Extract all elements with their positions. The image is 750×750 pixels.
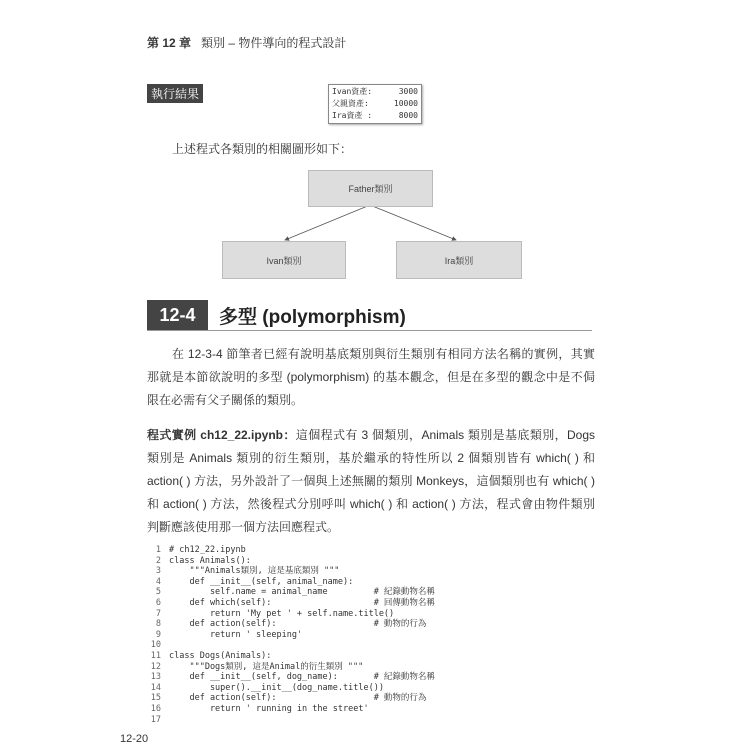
output-label: Ivan資產:	[332, 87, 373, 96]
line-number: 16	[150, 703, 161, 714]
line-number: 2	[155, 555, 161, 566]
code-text: return ' running in the street'	[169, 703, 369, 714]
line-number: 17	[150, 714, 161, 725]
code-line	[147, 683, 595, 694]
code-line	[147, 619, 595, 630]
example-description: 這個程式有 3 個類別，Animals 類別是基底類別，Dogs 類別是 Animals 類別的衍生類別，基於繼承的特性所以 2 個類別皆有 which( ) 和 action( ) 方法，另外設計了一個與上述無關的類別 Monkeys，這個類別也有 which( ) 和 action( ) 方法，然後程式分別呼叫 which( ) 和 action( ) 方法，程式會由物件類別判斷應該使用那一個方法回應程式。	[147, 428, 596, 534]
code-text: self.name = animal_name # 紀錄動物名稱	[169, 587, 435, 598]
line-number: 5	[155, 587, 161, 598]
code-text: def __init__(self, dog_name): # 紀錄動物名稱	[169, 672, 435, 683]
line-number: 8	[155, 619, 161, 630]
code-listing	[147, 545, 595, 725]
line-number: 12	[150, 661, 161, 672]
code-text: return ' sleeping'	[169, 629, 303, 640]
intro-text: 上述程式各類別的相關圖形如下：	[172, 142, 353, 156]
line-number: 4	[155, 576, 161, 587]
code-text: class Animals():	[169, 555, 251, 566]
ivan-class-node: Ivan類別	[222, 241, 346, 279]
class-diagram-arrows	[0, 0, 750, 300]
code-text: def which(self): # 回傳動物名稱	[169, 597, 435, 608]
line-number: 14	[150, 682, 161, 693]
code-line	[147, 609, 595, 620]
code-text: def __init__(self, animal_name):	[169, 576, 354, 587]
code-line	[147, 598, 595, 609]
code-line	[147, 556, 595, 567]
code-line	[147, 630, 595, 641]
code-line	[147, 715, 595, 726]
code-line	[147, 640, 595, 651]
line-number: 11	[150, 650, 161, 661]
code-text: return 'My pet ' + self.name.title()	[169, 608, 395, 619]
code-line	[147, 545, 595, 556]
paragraph-2	[147, 424, 595, 539]
code-line	[147, 577, 595, 588]
output-label: 父親資產:	[332, 99, 369, 108]
line-number: 13	[150, 672, 161, 683]
code-text: def action(self): # 動物的行為	[169, 619, 427, 630]
line-number: 15	[150, 693, 161, 704]
body-flow	[120, 343, 596, 746]
section-number: 12-4	[147, 300, 208, 330]
code-line	[147, 566, 595, 577]
line-number: 7	[155, 608, 161, 619]
page-number: 12-20	[120, 733, 149, 746]
line-number: 3	[155, 566, 161, 577]
code-text: def action(self): # 動物的行為	[169, 693, 427, 704]
ira-class-node: Ira類別	[396, 241, 522, 279]
output-value: 3000	[398, 87, 418, 96]
code-line	[147, 704, 595, 715]
code-text: """Dogs類別, 這是Animal的衍生類別 """	[169, 661, 364, 672]
line-number: 9	[155, 629, 161, 640]
father-class-node: Father類別	[308, 170, 433, 207]
arrow-to-ivan	[285, 205, 370, 240]
code-line	[147, 662, 595, 673]
output-label: Ira資產 :	[332, 111, 373, 120]
code-line	[147, 587, 595, 598]
example-label: 程式實例 ch12_22.ipynb：	[147, 428, 296, 442]
chapter-title: 類別 – 物件導向的程式設計	[201, 36, 347, 50]
line-number: 10	[150, 640, 161, 651]
output-value: 8000	[398, 111, 418, 120]
arrow-to-ira	[370, 205, 456, 240]
code-line	[147, 651, 595, 662]
code-text: """Animals類別, 這是基底類別 """	[169, 566, 340, 577]
run-result-label: 執行結果	[147, 84, 203, 103]
line-number: 1	[155, 545, 161, 555]
code-line	[147, 693, 595, 704]
code-line	[147, 672, 595, 683]
code-text: # ch12_22.ipynb	[169, 545, 246, 555]
code-text: class Dogs(Animals):	[169, 650, 272, 661]
chapter-number: 第 12 章	[147, 36, 192, 50]
code-text: super().__init__(dog_name.title())	[169, 682, 384, 693]
paragraph-1: 在 12-3-4 節筆者已經有說明基底類別與衍生類別有相同方法名稱的實例，其實那就是本節欲說明的多型 (polymorphism) 的基本觀念，但是在多型的觀念中是不侷限在必需有父子關係的類別。	[147, 347, 595, 407]
section-heading	[147, 300, 592, 331]
section-title: 多型 (polymorphism)	[219, 307, 406, 328]
line-number: 6	[155, 597, 161, 608]
output-value: 10000	[393, 99, 418, 108]
